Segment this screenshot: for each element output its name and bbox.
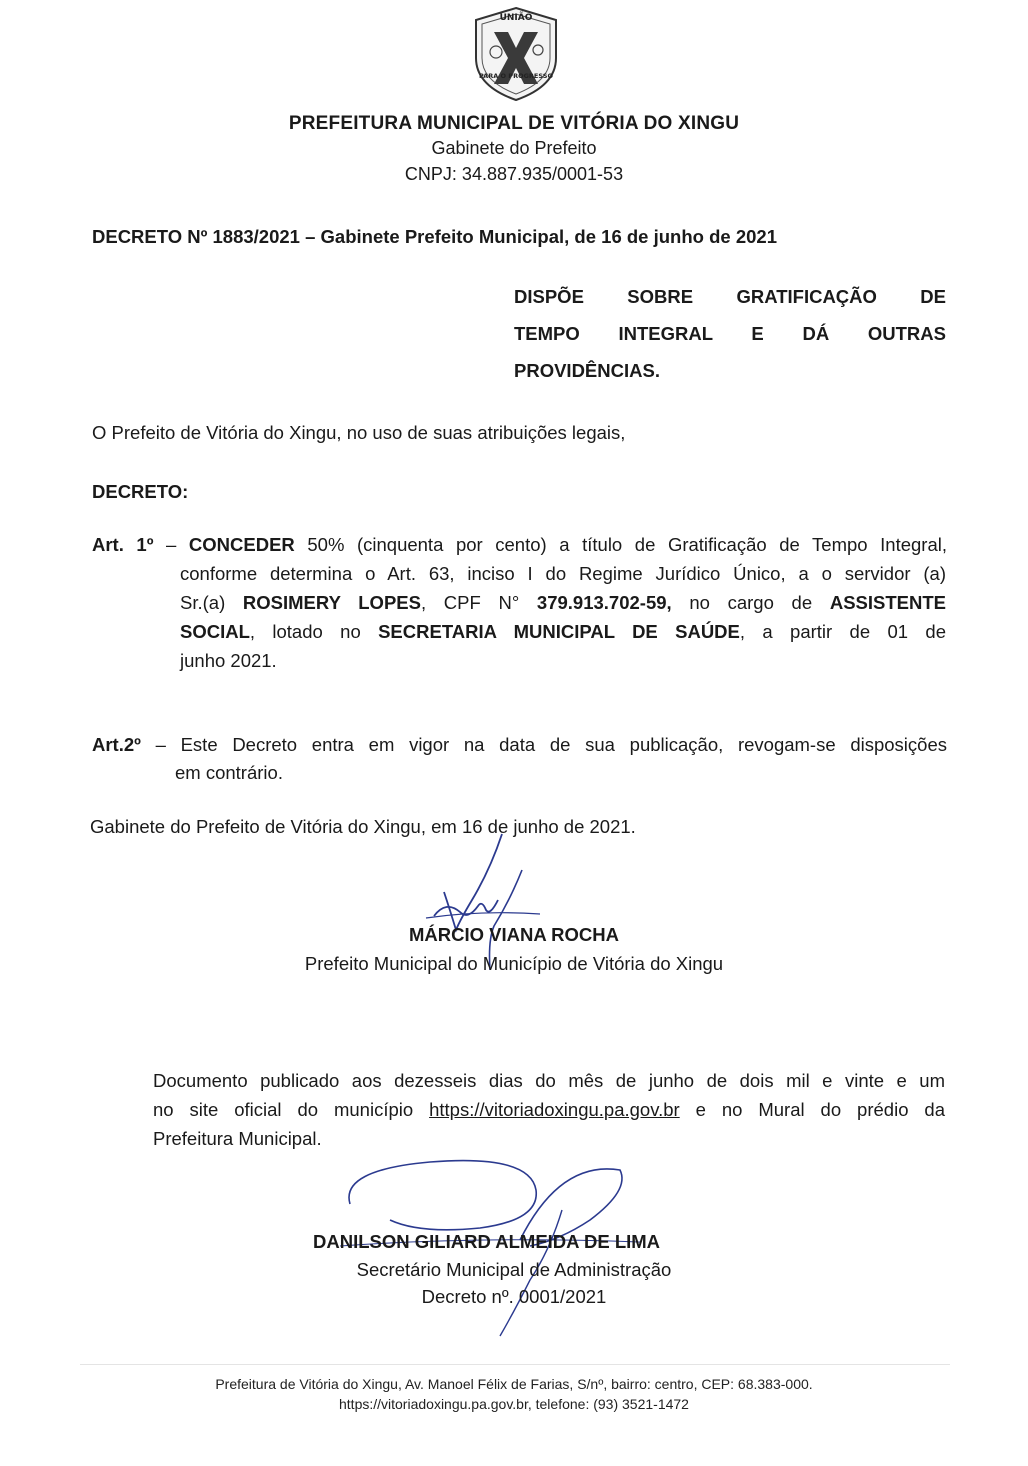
publication-line-2: no site oficial do município https://vitoriadoxingu.pa.gov.br e no Mural do prédio da	[153, 1099, 945, 1120]
header-cnpj: CNPJ: 34.887.935/0001-53	[404, 164, 624, 184]
secretary-name: DANILSON GILIARD ALMEIDA DE LIMA	[313, 1231, 661, 1252]
preamble: O Prefeito de Vitória do Xingu, no uso de suas atribuições legais,	[92, 422, 626, 443]
secretary-decree: Decreto nº. 0001/2021	[421, 1286, 607, 1307]
servant-cpf: 379.913.702-59,	[536, 592, 672, 613]
publication-line-3: Prefeitura Municipal.	[153, 1128, 322, 1149]
header-title: PREFEITURA MUNICIPAL DE VITÓRIA DO XINGU	[288, 113, 740, 134]
art1-line-3: Sr.(a) ROSIMERY LOPES, CPF N° 379.913.702-59, no cargo de ASSISTENTE	[180, 592, 946, 613]
municipal-seal	[470, 6, 562, 102]
publication-line-1: Documento publicado aos dezesseis dias do mês de junho de dois mil e vinte e um	[153, 1070, 945, 1091]
art2-first-line: Art.2º – Este Decreto entra em vigor na data de sua publicação, revogam-se disposições	[92, 734, 947, 755]
decree-ementa	[514, 278, 946, 389]
secretary-role: Secretário Municipal de Administração	[356, 1259, 672, 1280]
art1-first-line: Art. 1º – CONCEDER 50% (cinquenta por cento) a título de Gratificação de Tempo Integral,	[92, 534, 947, 555]
closing-date: Gabinete do Prefeito de Vitória do Xingu, em 16 de junho de 2021.	[90, 816, 636, 837]
servant-department: SECRETARIA MUNICIPAL DE SAÚDE	[378, 621, 740, 642]
servant-name: ROSIMERY LOPES	[242, 592, 421, 613]
mayor-name: MÁRCIO VIANA ROCHA	[408, 924, 619, 945]
art2-label: Art.2º	[92, 734, 141, 755]
ementa-line: PROVIDÊNCIAS.	[514, 360, 660, 381]
ementa-line: DISPÕE SOBRE GRATIFICAÇÃO DE	[514, 286, 946, 307]
art1-body	[180, 559, 946, 675]
municipal-website-link[interactable]: https://vitoriadoxingu.pa.gov.br	[429, 1099, 680, 1120]
art1-line-5: junho 2021.	[180, 650, 277, 671]
art2-line-2: em contrário.	[175, 762, 283, 783]
header-subtitle: Gabinete do Prefeito	[431, 138, 597, 158]
publication-note	[153, 1066, 945, 1153]
art1-line-4: SOCIAL, lotado no SECRETARIA MUNICIPAL DE SAÚDE, a partir de 01 de	[180, 621, 946, 642]
decree-title: DECRETO Nº 1883/2021 – Gabinete Prefeito Municipal, de 16 de junho de 2021	[92, 226, 777, 247]
servant-role: ASSISTENTE	[829, 592, 946, 613]
ementa-line: TEMPO INTEGRAL E DÁ OUTRAS	[514, 323, 946, 344]
decreto-label: DECRETO:	[92, 481, 189, 502]
footer-divider	[80, 1364, 950, 1365]
art1-verb: CONCEDER	[188, 534, 295, 555]
footer-address: Prefeitura de Vitória do Xingu, Av. Manoel Félix de Farias, S/nº, bairro: centro, CEP: 68.383-000.	[215, 1376, 813, 1392]
mayor-role: Prefeito Municipal do Município de Vitória do Xingu	[304, 953, 724, 974]
footer-contact: https://vitoriadoxingu.pa.gov.br, telefone: (93) 3521-1472	[339, 1396, 689, 1412]
seal-bottom-text: PARA O PROGRESSO	[479, 72, 553, 80]
servant-role-cont: SOCIAL	[180, 621, 250, 642]
seal-top-text: UNIÃO	[499, 13, 533, 23]
art1-line-2: conforme determina o Art. 63, inciso I do Regime Jurídico Único, a o servidor (a)	[180, 563, 946, 584]
art1-label: Art. 1º	[92, 534, 154, 555]
